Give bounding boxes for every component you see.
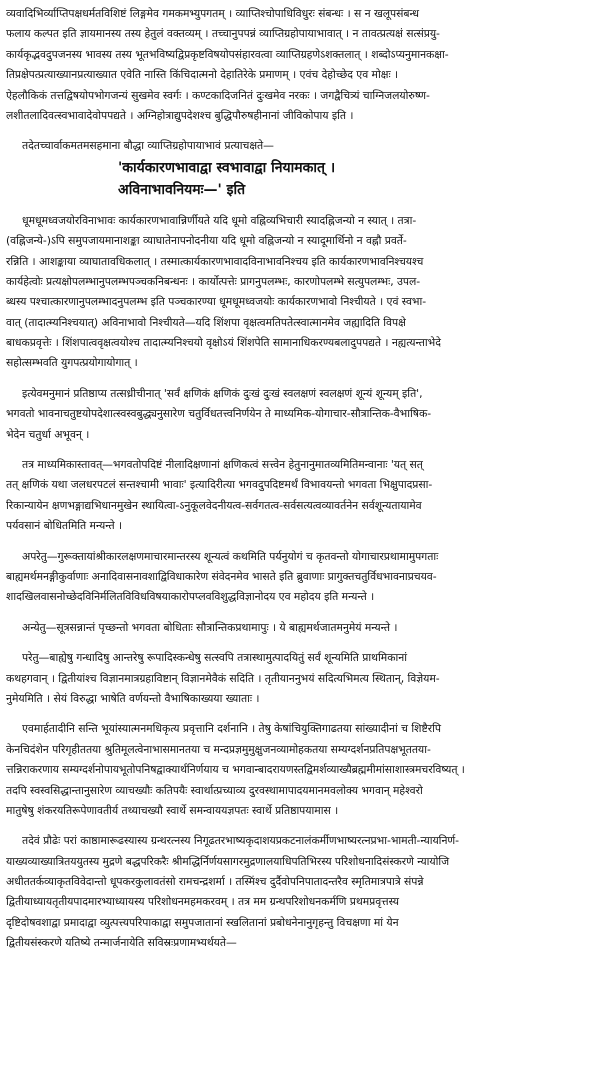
text-line: रिकान्यायेन क्षणभङ्गाद्यभिधानमुखेन स्थायित्वा-ऽनुकूलवेदनीयत्व-सर्वगतत्व-सर्वसत्यत्वव्यावर्तनेन सर्वशून्यतायामेव [6, 498, 422, 512]
paragraph-gap [6, 374, 594, 384]
paragraph-gap [6, 201, 594, 211]
text-line: द्वितीयसंस्करणे यतिष्ये तन्मार्जनायेति सविस्रःप्रणामभ्यर्थयते— [6, 936, 237, 950]
paragraph-vaibhashika [6, 648, 594, 709]
text-line: मातुषेषु शंकरयतिरूपेणावतीर्य तथ्याचख्यौ स्वार्थे समन्वाययज्ञपतः स्वार्थे प्रतिष्ठापयामास । [6, 803, 339, 817]
text-line: केनचिदंशेन परिगृहीततया श्रुतिमूलत्वेनाभासमानतया च मन्दप्रज्ञमुमुक्षुजनव्यामोहकतया सम्यग्दर्शनप्रतिपक्षभूततया- [6, 742, 431, 756]
text-line: तत् क्षणिकं यथा जलधरपटलं सन्तश्चामी भावाः' इत्यादिरीत्या भगवदुपदिष्टमर्थं विभावयन्तो भगवता भिक्षुपादप्रसा- [6, 478, 433, 492]
text-line: कार्यहेत्वोः प्रत्यक्षोपलम्भानुपलम्भपञ्चकनिबन्धनः । कार्योत्पत्तेः प्रागनुपलम्भः, कारणोपलम्भे सत्युपलम्भः, उपल- [6, 274, 421, 288]
paragraph-gap [6, 638, 594, 648]
paragraph-four-schools [6, 384, 594, 445]
text-line: शादखिलवासनोच्छेदविनिर्मलितविविधविषयाकारोपप्लवविशुद्धविज्ञानोदय एव महोदय इति मन्यन्ते । [6, 590, 375, 604]
quote-line: 'कार्यकारणभावाद्वा स्वभावाद्वा नियामकात् । [118, 159, 336, 176]
paragraph-vedanta [6, 719, 594, 821]
paragraph-gap [6, 821, 594, 831]
text-line: (वह्निजन्ये-)ऽपि समुपजायमानाशङ्का व्याघातेनापनोदनीया यदि धूमो वह्निजन्यो न स्यादूमार्थिनो न वह्नौ प्रवर्ते- [6, 234, 407, 248]
block-quote [6, 157, 594, 201]
text-line: बाधकप्रवृत्तेः । शिंशपात्ववृक्षत्वयोश्च तादात्म्यनिश्चयो वृक्षोऽयं शिंशपेति सामानाधिकरण्यबलादुपपद्यते । नह्यत्यन्ताभेदे [6, 336, 441, 350]
text-line: रन्निति । आशङ्काया व्याघातावधिकलात् । तस्मात्कार्यकारणभावादविनाभावनिश्चय इति कार्यकारणभावनिश्चयश्च [6, 254, 424, 268]
text-line: तदेवं प्रौढेः परां काष्ठामारूढस्यास्य ग्रन्थरत्नस्य निगूढतरभाष्यकृदाशयप्रकटनालंकर्मीणभाष्यरत्नप्रभा-भामती-न्यायनिर्ण- [22, 834, 460, 848]
paragraph-charvaka-view [6, 4, 594, 126]
paragraph-yogachara [6, 547, 594, 608]
text-line: वात् (तादात्म्यनिश्चयात्) अविनाभावो निश्चीयते—यदि शिंशपा वृक्षत्वमतिपतेत्स्वात्मानमेव जह्यादिति विपक्षे [6, 315, 406, 329]
paragraph-madhyamika [6, 455, 594, 537]
text-line: बाह्यमर्थमनङ्गीकुर्वाणाः अनादिवासनावशाद्विविधाकारेण संवेदनमेव भासते इति ब्रुवाणाः प्रागुक्तचतुर्विधभावनाप्रचयव- [6, 569, 437, 583]
text-line: ऐहलौकिकं तत्तद्विषयोपभोगजन्यं सुखमेव स्वर्गः । कण्टकादिजनितं दुःखमेव नरकः । जगद्वैचित्र्यं चाग्निजलयोरुष्ण- [6, 88, 430, 102]
text-line: इत्येवमनुमानं प्रतिष्ठाप्य तत्सध्रीचीनात् 'सर्वं क्षणिकं क्षणिकं दुःखं दुःखं स्वलक्षणं स्वलक्षणं शून्यं शून्यम् इति', [22, 386, 423, 400]
paragraph-buddhist-intro [6, 136, 594, 156]
text-line: अपरेतु—गुरूक्तायांश्रीकारलक्षणमाचारमान्तरस्य शून्यत्वं कथमिति पर्यनुयोगं च कृतवन्तो योगाचारप्रथामामुपगताः [22, 549, 439, 563]
text-line: तदेतच्चार्वाकमतमसहमाना बौद्धा व्याप्तिग्रहोपायाभावं प्रत्याचक्षते— [22, 139, 274, 153]
paragraph-editor-note [6, 831, 594, 953]
text-line: त्तन्निराकरणाय सम्यग्दर्शनोपायभूतोपनिषद्वाक्यार्थनिर्णयाय च भगवान्बादरायणस्तद्विमर्शव्याख्यैब्रह्ममीमांसाशास्त्रमचरविष्यत् । [6, 763, 465, 777]
text-line: लशीतलादिवत्स्वभावादेवोपपद्यते । अग्निहोत्राद्युपदेशश्च बुद्धिपौरुषहीनानां जीविकोपाय इति । [6, 108, 354, 122]
text-line: धूमधूमध्वजयोरविनाभावः कार्यकारणभावान्निर्णीयते यदि धूमो वह्निव्यभिचारी स्यादह्निजन्यो न स्यात् । तत्रा- [22, 213, 417, 227]
text-line: अन्येतु—सूत्रसन्नान्तं पृच्छन्तो भगवता बोधिताः सौत्रान्तिकप्रथामापुः । ये बाह्यमर्थजातमनुमेयं मन्यन्ते । [22, 620, 398, 634]
text-line: तत्र माध्यमिकास्तावत्—भगवतोपदिष्टं नीलादिक्षणानां क्षणिकत्वं सत्त्वेन हेतुनानुमातव्यमितिमन्वानाः 'यत् सत् [22, 458, 423, 472]
paragraph-inference [6, 211, 594, 374]
text-line: नुमेयमिति । सेयं विरुद्धा भाषेति वर्णयन्तो वैभाषिकाख्यया ख्याताः । [6, 691, 260, 705]
text-line: याख्यव्याख्यात्रितययुतस्य मुद्रणे बद्धपरिकरैः श्रीमद्धिर्निर्णयसागरमुद्रणालयाधिपतिभिरस्य परिशोधनादिसंस्करणे न्यायोजि [6, 854, 450, 868]
paragraph-sautrantika [6, 618, 594, 638]
text-line: द्वितीयाध्यायतृतीयपादमारभ्याध्यायस्य परिशोधनमहमकरवम् । तत्र मम ग्रन्थपरिशोधनकर्मणि प्रथमप्रवृत्तस्य [6, 895, 399, 909]
paragraph-gap [6, 126, 594, 136]
text-line: कार्यकृद्भवदुपजनस्य भावस्य तस्य भूतभविष्यद्विप्रकृष्टविषयोपसंहारवत्वा व्याप्तिग्रहणेऽशक्तलात् । शब्दोऽप्यनुमानकक्षा- [6, 47, 449, 61]
text-line: ब्धस्य पश्चात्कारणानुपलम्भादनुपलम्भ इति पञ्चकारण्या धूमधूमध्वजयोः कार्यकारणभावो निश्चीयते । एवं स्वभा- [6, 295, 427, 309]
quote-line: अविनाभावनियमः—' इति [118, 181, 246, 198]
text-line: भेदेन चतुर्धा अभूवन् । [6, 427, 90, 441]
text-line: तदपि स्वस्वसिद्धान्तानुसारेण व्याचख्यौः कतिपयैः स्वार्थात्प्रच्याव्य दुरवस्थामापादयमानमवलोक्य भगवान् महेश्वरो [6, 783, 423, 797]
text-line: सहोत्सम्भवति युगपत्प्रयोगायोगात् । [6, 356, 138, 370]
text-line: भगवतो भावनाचतुष्टयोपदेशात्स्वस्वबुद्ध्यनुसारेण चतुर्विधतत्त्वनिर्णयेन ते माध्यमिक-योगाचार-सौत्रान्तिक-वैभाषिक- [6, 407, 432, 421]
text-line: कथहगवान् । द्वितीयांश्च विज्ञानमात्रग्रहाविष्टान् विज्ञानमेवैकं सदिति । तृतीयाननुभयं सदित्यभिमत्य स्थितान्, विज्ञेयम- [6, 671, 440, 685]
text-line: दृष्टिदोषवशाद्वा प्रमादाद्वा व्युत्पत्त्यपरिपाकाद्वा समुपजातानां स्खलितानां प्रबोधनेनानुगृहन्तु विचक्षणा मां येन [6, 915, 399, 929]
paragraph-gap [6, 445, 594, 455]
paragraph-gap [6, 709, 594, 719]
paragraph-gap [6, 537, 594, 547]
text-line: अधीततर्कव्याकृतविवेदान्तो धूपकरकुलावतंसो रामचन्द्रशर्मा । तस्मिंश्च दुर्दैवोपनिपातादन्तरैव स्मृतिमात्रपात्रे संपन्ने [6, 875, 424, 889]
text-line: तिप्रक्षेपत्प्रत्याख्यानप्रत्याख्यात एवेति नास्ति किंचिदात्मनो देहातिरेके प्रमाणम् । एवंच देहोच्छेद एव मोक्षः । [6, 68, 399, 82]
paragraph-gap [6, 608, 594, 618]
text-line: एवमार्हतादीनि सन्ति भूयांस्यात्मनमधिकृत्य प्रवृत्तानि दर्शनानि । तेषु केषांचियुक्तिगाढतया सांख्यादीनां च शिष्टैरपि [22, 722, 441, 736]
text-line: फलाय कल्पत इति ज्ञायमानस्य तस्य हेतुलं वक्तव्यम् । तच्चानुपपन्नं व्याप्तिग्रहोपायाभावात् । न तावत्प्रत्यक्षं सत्संप्रयु- [6, 27, 440, 41]
text-line: परेतु—बाह्येषु गन्धादिषु आन्तरेषु रूपादिस्कन्धेषु सत्स्वपि तत्रास्थामुत्पादयितुं सर्वं शून्यमिति प्राथमिकानां [22, 651, 407, 665]
text-line: व्यवादिभिर्व्याप्तिपक्षधर्मतविशिष्टं लिङ्गमेव गमकमभ्युपगतम् । व्याप्तिश्चोपाधिविधुरः संबन्धः । स न खलूपसंबन्ध [6, 7, 419, 20]
text-line: पर्यवसानं बोधितमिति मन्यन्ते । [6, 519, 123, 533]
